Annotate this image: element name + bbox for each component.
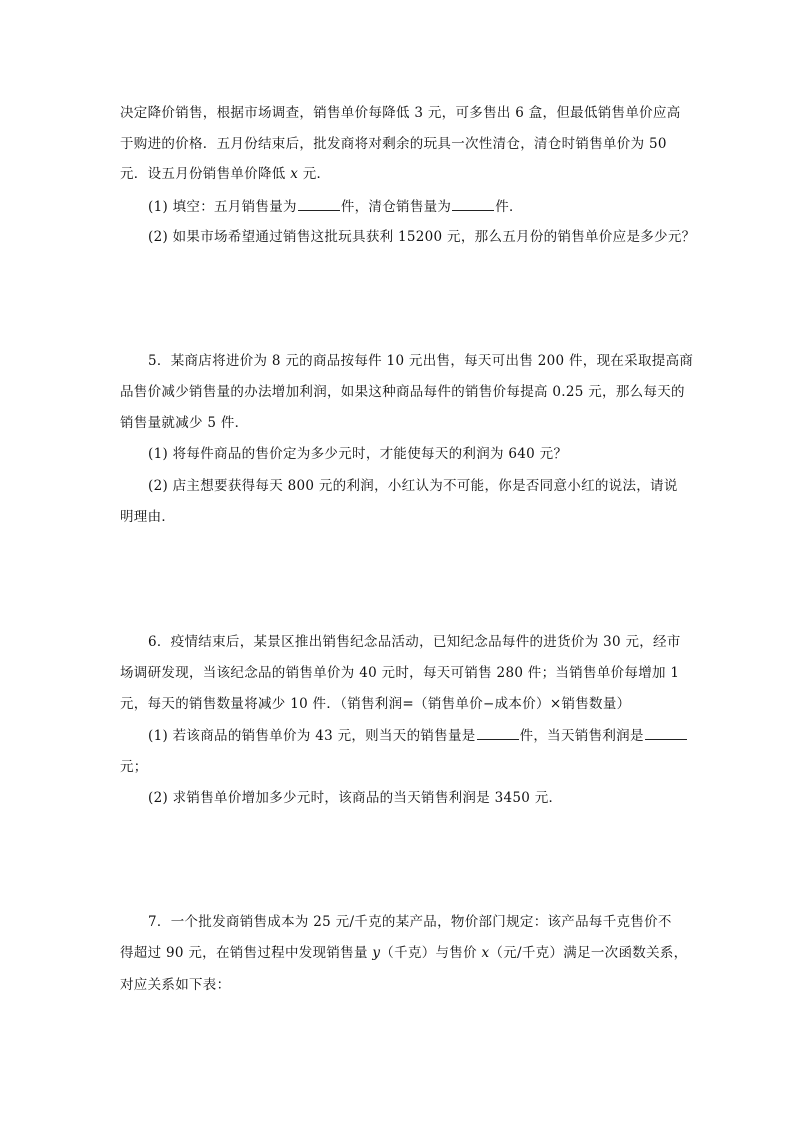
answer-blank[interactable]: [298, 196, 340, 211]
problem4-q1-text-a: (1) 填空：五月销售量为: [148, 199, 297, 215]
problem7-line2-text-b: （千克）与售价: [380, 945, 482, 961]
problem7-line3: 对应关系如下表：: [120, 977, 231, 993]
problem6-question2: (2) 求销售单价增加多少元时，该商品的当天销售利润是 3450 元．: [148, 790, 563, 806]
problem6-line1: 6．疫情结束后，某景区推出销售纪念品活动，已知纪念品每件的进货价为 30 元，经市: [148, 634, 681, 650]
problem5-question2-line2: 明理由．: [120, 509, 176, 525]
problem4-line3-text-a: 元．设五月份销售单价降低: [120, 166, 291, 182]
answer-blank[interactable]: [477, 725, 519, 740]
problem5-line2: 品售价减少销售量的办法增加利润，如果这种商品每件的销售价每提高 0.25 元，那么每天的: [120, 384, 685, 400]
variable-x: x: [290, 166, 299, 182]
problem4-line1: 决定降价销售，根据市场调查，销售单价每降低 3 元，可多售出 6 盒，但最低销售单价应高: [120, 105, 681, 121]
variable-x: x: [481, 945, 490, 961]
problem4-line3-text-b: 元．: [298, 166, 331, 182]
answer-blank[interactable]: [452, 196, 494, 211]
problem6-question1-line2: 元；: [120, 759, 148, 775]
problem6-line2: 场调研发现，当该纪念品的销售单价为 40 元时，每天可销售 280 件；当销售单价每增加 1: [120, 665, 680, 681]
problem6-q1-text-a: (1) 若该商品的销售单价为 43 元，则当天的销售量是: [148, 728, 476, 744]
problem7-line1: 7．一个批发商销售成本为 25 元/千克的某产品，物价部门规定：该产品每千克售价不: [148, 914, 672, 930]
problem4-q1-text-b: 件，清仓销售量为: [340, 199, 452, 215]
problem7-line2-text-a: 得超过 90 元，在销售过程中发现销售量: [120, 945, 373, 961]
variable-y: y: [372, 945, 381, 961]
problem6-line3: 元，每天的销售数量将减少 10 件．（销售利润=（销售单价−成本价）×销售数量）: [120, 696, 631, 712]
problem6-question1-line1: [148, 725, 688, 746]
problem4-question1: [148, 196, 523, 217]
problem5-line1: 5．某商店将进价为 8 元的商品按每件 10 元出售，每天可出售 200 件，现在采取提高商: [148, 353, 694, 369]
answer-blank[interactable]: [645, 725, 687, 740]
problem4-q1-text-c: 件．: [495, 199, 523, 215]
problem7-line2: [120, 943, 687, 963]
problem4-line2: 于购进的价格．五月份结束后，批发商将对剩余的玩具一次性清仓，清仓时销售单价为 50: [120, 136, 667, 152]
problem4-question2: (2) 如果市场希望通过销售这批玩具获利 15200 元，那么五月份的销售单价应是多少元？: [148, 229, 696, 245]
problem4-line3: [120, 164, 330, 184]
problem5-line3: 销售量就减少 5 件．: [120, 415, 249, 431]
problem7-line2-text-c: （元/千克）满足一次函数关系，: [489, 945, 688, 961]
problem6-q1-text-b: 件，当天销售利润是: [519, 728, 644, 744]
problem5-question2-line1: (2) 店主想要获得每天 800 元的利润，小红认为不可能，你是否同意小红的说法，请说: [148, 478, 678, 494]
problem5-question1: (1) 将每件商品的售价定为多少元时，才能使每天的利润为 640 元？: [148, 446, 568, 462]
